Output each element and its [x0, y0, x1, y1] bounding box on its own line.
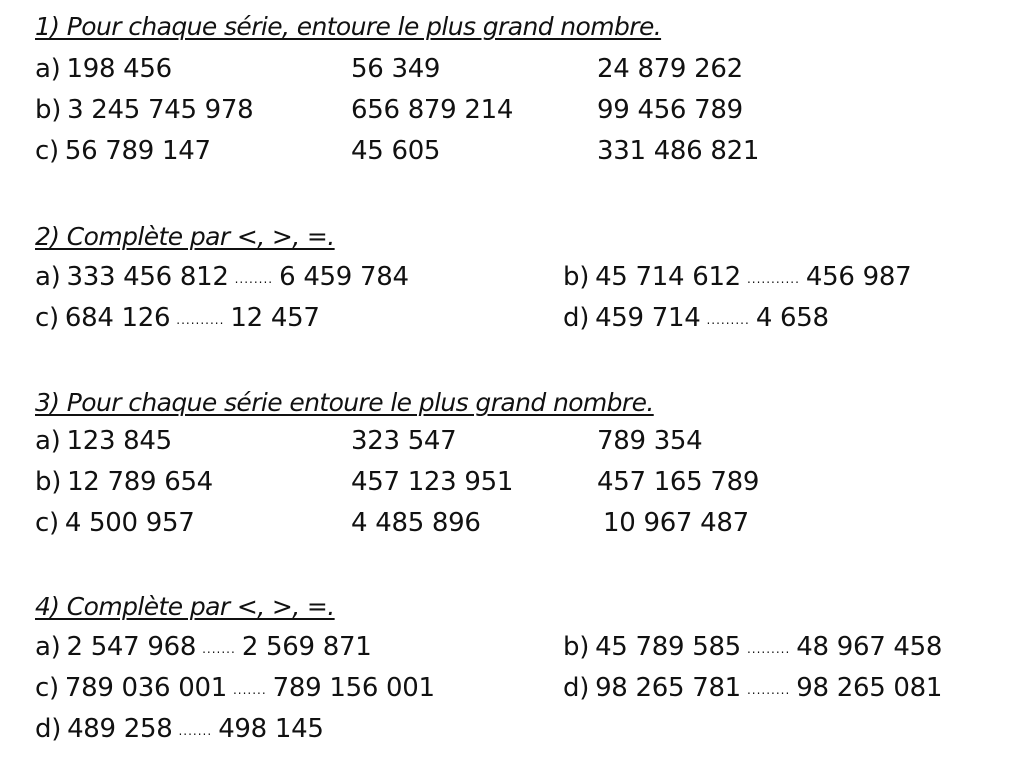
number: 656 879 214	[351, 95, 514, 125]
number: 456 987	[805, 262, 912, 292]
number: 333 456 812	[66, 262, 229, 292]
number: 6 459 784	[279, 262, 409, 292]
number: 459 714	[595, 303, 701, 333]
row-label: d)	[35, 714, 62, 744]
number: 98 265 781	[595, 673, 741, 703]
row-label: a)	[35, 54, 61, 84]
row-label: b)	[35, 467, 62, 497]
number: 12 789 654	[67, 467, 213, 497]
number: 457 123 951	[351, 467, 514, 497]
number: 56 789 147	[64, 136, 211, 166]
number: 45 714 612	[595, 262, 741, 292]
comparison-left	[35, 632, 371, 662]
number: 123 845	[66, 426, 172, 456]
answer-blank[interactable]: .......	[178, 724, 213, 738]
comparison-left	[35, 262, 409, 292]
number: 2 569 871	[241, 632, 372, 662]
section-2-title: 2) Complète par <, >, =.	[35, 222, 335, 251]
row-label: c)	[35, 508, 59, 538]
number: 2 547 968	[66, 632, 197, 662]
number: 323 547	[351, 426, 457, 456]
row-label: a)	[35, 426, 61, 456]
row-label: c)	[35, 303, 59, 333]
number: 789 036 001	[64, 673, 227, 703]
section-3-title: 3) Pour chaque série entoure le plus grand nombre.	[35, 388, 654, 417]
answer-blank[interactable]: .......	[232, 683, 267, 697]
row-label: a)	[35, 262, 61, 292]
number: 45 789 585	[595, 632, 741, 662]
number: 24 879 262	[597, 54, 743, 84]
row-label: b)	[35, 95, 62, 125]
number: 457 165 789	[597, 467, 760, 497]
number: 4 658	[755, 303, 829, 333]
number: 198 456	[66, 54, 172, 84]
comparison-right	[563, 673, 942, 703]
comparison-left	[35, 714, 324, 744]
comparison-left	[35, 303, 320, 333]
comparison-right	[563, 303, 829, 333]
comparison-right	[563, 262, 911, 292]
number: 489 258	[67, 714, 173, 744]
answer-blank[interactable]: ........	[234, 272, 274, 286]
row-label: d)	[563, 303, 590, 333]
comparison-left	[35, 673, 435, 703]
number: 331 486 821	[597, 136, 760, 166]
number: 45 605	[351, 136, 441, 166]
section-1-title: 1) Pour chaque série, entoure le plus grand nombre.	[35, 12, 662, 41]
row-label: b)	[563, 262, 590, 292]
number: 684 126	[64, 303, 171, 333]
answer-blank[interactable]: .........	[746, 642, 791, 656]
number: 98 265 081	[796, 673, 943, 703]
row-label: b)	[563, 632, 590, 662]
number: 56 349	[351, 54, 441, 84]
answer-blank[interactable]: .........	[706, 313, 750, 327]
number: 789 354	[597, 426, 703, 456]
number: 789 156 001	[272, 673, 435, 703]
answer-blank[interactable]: ..........	[176, 313, 225, 327]
answer-blank[interactable]: ...........	[746, 272, 800, 286]
number: 12 457	[230, 303, 320, 333]
number: 498 145	[218, 714, 324, 744]
answer-blank[interactable]: .......	[202, 642, 236, 656]
number: 3 245 745 978	[67, 95, 254, 125]
answer-blank[interactable]: .........	[746, 683, 791, 697]
row-label: c)	[35, 673, 59, 703]
row-label: a)	[35, 632, 61, 662]
number: 10 967 487	[603, 508, 749, 538]
row-label: d)	[563, 673, 590, 703]
number: 4 485 896	[351, 508, 481, 538]
row-label: c)	[35, 136, 59, 166]
number: 48 967 458	[796, 632, 943, 662]
number: 4 500 957	[64, 508, 195, 538]
section-4-title: 4) Complète par <, >, =.	[35, 592, 335, 621]
comparison-right	[563, 632, 942, 662]
number: 99 456 789	[597, 95, 743, 125]
